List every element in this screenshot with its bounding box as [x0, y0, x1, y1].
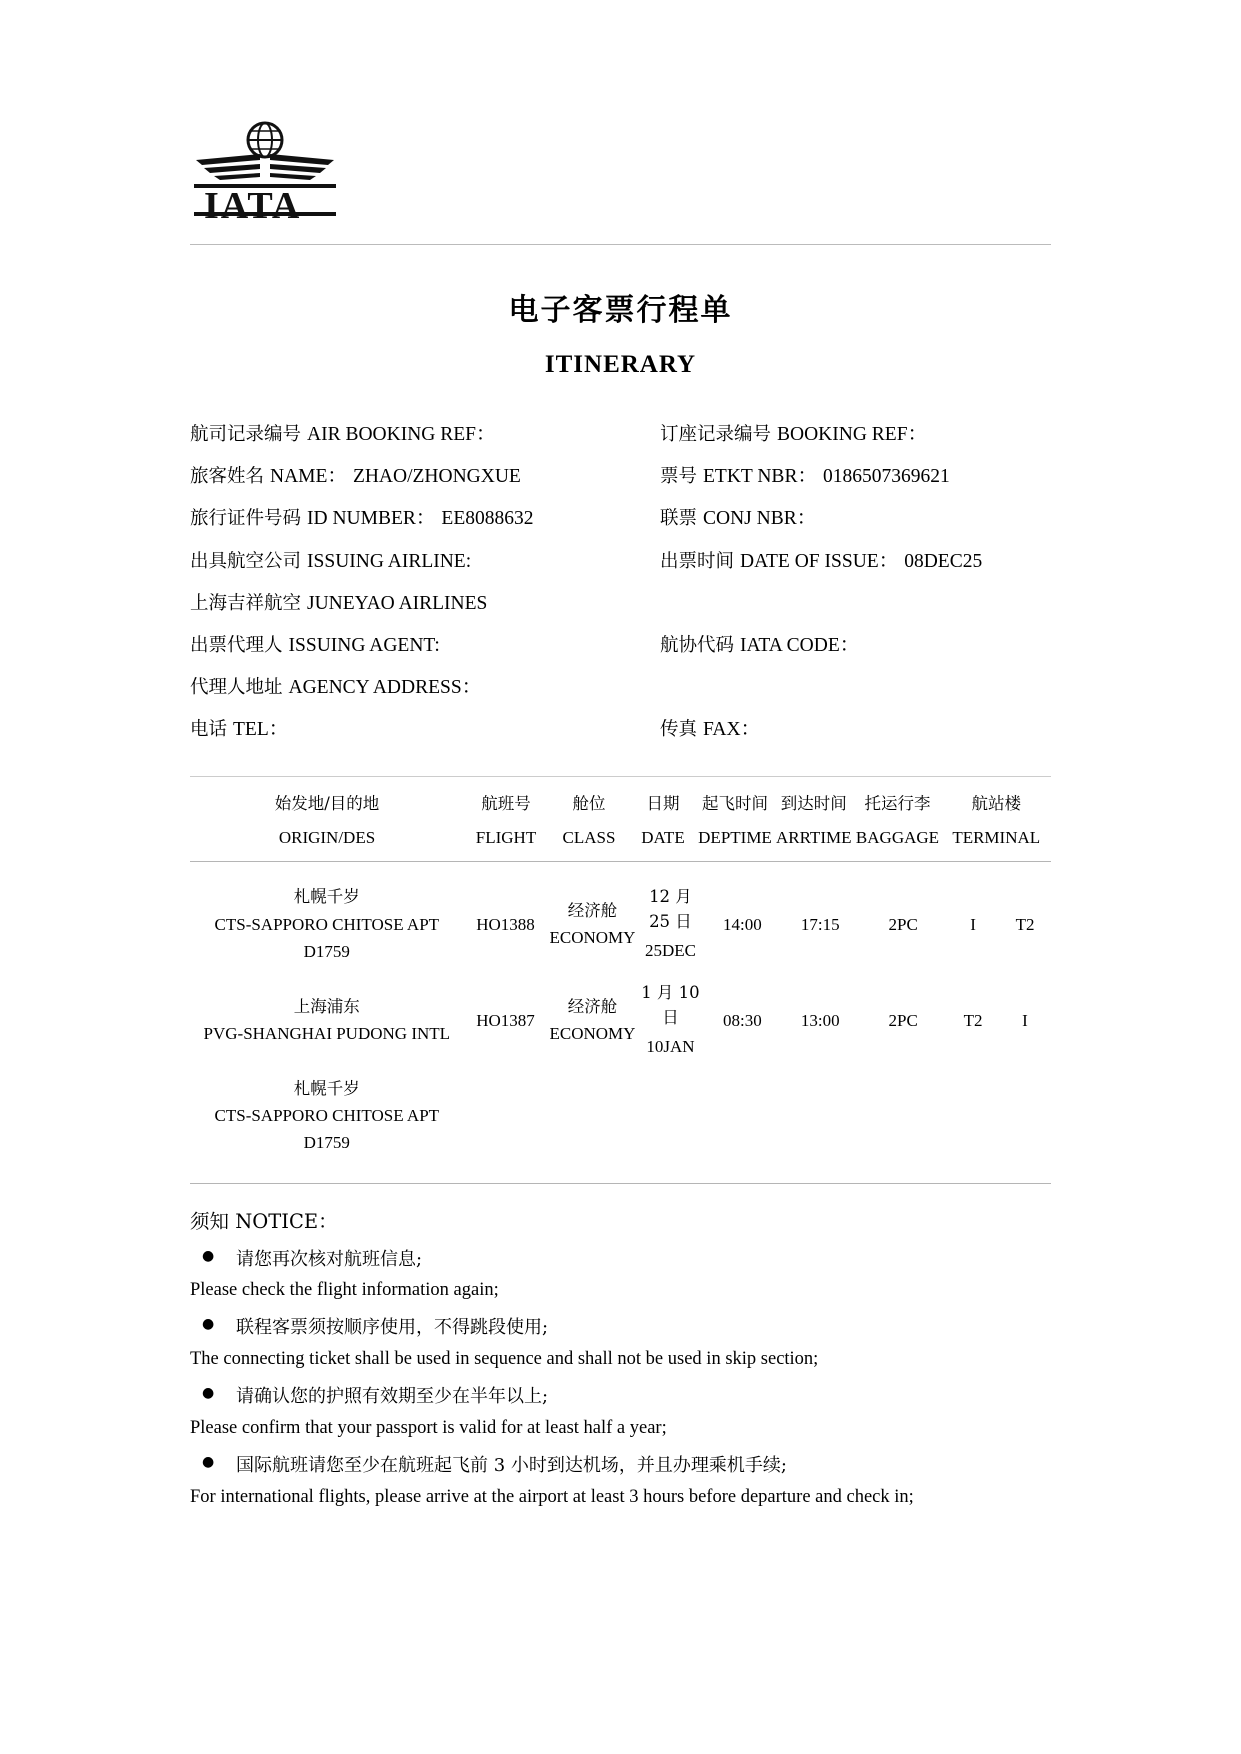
cell-class [548, 973, 638, 1068]
cell-flight: HO1387 [476, 1010, 535, 1030]
col-flight-en: FLIGHT [475, 827, 537, 847]
route-extra: D1759 [303, 941, 350, 961]
field-label-cn: 旅行证件号码 [190, 508, 302, 530]
notice-text-cn: 请确认您的护照有效期至少在半年以上; [236, 1386, 549, 1408]
date-en: 10JAN [646, 1036, 695, 1056]
field-airline-name-en: JUNEYAO AIRLINES [307, 592, 488, 614]
field-label-en: CONJ NBR： [703, 508, 817, 530]
col-date-en: DATE [641, 827, 685, 847]
class-en: ECONOMY [549, 928, 636, 948]
field-label-cn: 电话 [190, 719, 228, 741]
field-airline-name [190, 588, 660, 620]
cell-deptime: 14:00 [723, 915, 762, 935]
cell-route [190, 876, 464, 973]
col-deptime-cn: 起飞时间 [702, 794, 768, 814]
field-label-en: BOOKING REF： [777, 424, 928, 445]
iata-wordmark: IATA [204, 185, 302, 227]
field-passenger-name [190, 461, 660, 493]
cell-terminal-arr [999, 1068, 1051, 1165]
cell-baggage: 2PC [888, 1010, 918, 1030]
col-date-cn: 日期 [646, 794, 680, 814]
bullet-icon: ● [202, 1385, 215, 1402]
cell-terminal-dep [947, 1068, 999, 1165]
field-label-cn: 票号 [660, 466, 698, 488]
col-class-en: CLASS [562, 827, 616, 847]
field-tel [190, 714, 660, 746]
cell-terminal-arr: I [1022, 1010, 1028, 1030]
notice-text-cn: 联程客票须按顺序使用，不得跳段使用; [236, 1317, 549, 1339]
col-arrtime-cn: 到达时间 [780, 794, 847, 814]
field-conj-nbr [660, 503, 1051, 535]
field-label-en: ISSUING AIRLINE: [307, 550, 472, 572]
field-issuing-agent [190, 630, 660, 662]
notice-cn [190, 1312, 1051, 1344]
cell-date [637, 876, 703, 973]
header-divider [190, 244, 1051, 245]
class-cn: 经济舱 [567, 900, 618, 920]
col-arrtime [774, 787, 853, 855]
notice-cn [190, 1450, 1051, 1482]
notice-text-cn: 国际航班请您至少在航班起飞前 3 小时到达机场，并且办理乘机手续; [236, 1455, 787, 1477]
col-terminal [941, 787, 1051, 855]
class-en: ECONOMY [549, 1023, 636, 1043]
flight-table-body-table [190, 876, 1051, 1164]
cell-route [190, 973, 464, 1068]
field-label-cn: 订座记录编号 [660, 424, 772, 445]
cell-arrtime: 13:00 [800, 1010, 840, 1030]
field-label-en: ISSUING AGENT: [288, 634, 440, 656]
notice-text-en: Please confirm that your passport is valid for at least half a year; [190, 1417, 667, 1438]
field-label-en: ETKT NBR： [703, 466, 817, 488]
table-bottom-divider [190, 1183, 1051, 1184]
passenger-info-grid [190, 419, 1051, 746]
cell-terminal-dep: T2 [963, 1010, 983, 1030]
notice-list [190, 1244, 1051, 1514]
cell-flight: HO1388 [476, 915, 535, 935]
field-fax [660, 714, 1051, 746]
col-deptime [696, 787, 774, 855]
route-en: CTS-SAPPORO CHITOSE APT [214, 1106, 440, 1126]
date-cn: 1 月 10 日 [641, 983, 700, 1027]
iata-logo [190, 120, 310, 227]
field-label-cn: 旅客姓名 [190, 466, 265, 488]
col-origin-des-cn: 始发地/目的地 [274, 794, 380, 814]
field-iata-code [660, 630, 1051, 662]
cell-date [637, 973, 703, 1068]
field-label-cn: 出具航空公司 [190, 550, 302, 572]
field-label-cn: 传真 [660, 719, 698, 741]
list-item [190, 1450, 1051, 1513]
field-value: ZHAO/ZHONGXUE [352, 466, 521, 488]
list-item [190, 1244, 1051, 1307]
field-label-cn: 联票 [660, 508, 698, 530]
col-baggage [853, 787, 941, 855]
cell-terminal-dep: I [970, 915, 976, 935]
notice-text-cn: 请您再次核对航班信息; [236, 1248, 423, 1270]
cell-arrtime [781, 1068, 859, 1165]
field-label-en: AIR BOOKING REF： [307, 424, 496, 445]
field-value: EE8088632 [441, 508, 534, 530]
field-spacer-right-2 [660, 672, 1051, 704]
cell-deptime [703, 1068, 781, 1165]
flight-table-head [190, 787, 1051, 855]
bullet-icon: ● [202, 1316, 215, 1333]
col-origin-des-en: ORIGIN/DES [278, 827, 376, 847]
cell-route [190, 1068, 464, 1165]
col-arrtime-en: ARRTIME [776, 827, 852, 847]
date-en: 25DEC [644, 940, 696, 960]
field-label-cn: 出票时间 [660, 550, 735, 572]
route-cn: 札幌千岁 [293, 887, 360, 907]
cell-baggage [859, 1068, 947, 1165]
field-label-en: DATE OF ISSUE： [740, 550, 899, 572]
flight-table [190, 787, 1051, 855]
list-item [190, 1312, 1051, 1375]
page-title-cn: 电子客票行程单 [508, 293, 733, 328]
cell-terminal-arr: T2 [1015, 915, 1035, 935]
field-etkt-nbr [660, 461, 1051, 493]
route-cn: 札幌千岁 [293, 1078, 360, 1098]
notice-text-en: The connecting ticket shall be used in sequence and shall not be used in skip section; [190, 1348, 819, 1369]
cell-baggage: 2PC [888, 915, 918, 935]
table-top-divider [190, 776, 1051, 777]
field-label-cn: 航司记录编号 [190, 424, 302, 445]
notice-title: 须知 NOTICE： [190, 1209, 338, 1233]
col-class-cn: 舱位 [572, 794, 606, 814]
page-title-en: ITINERARY [544, 351, 697, 378]
notice-text-en: Please check the flight information again; [190, 1280, 499, 1300]
cell-date [637, 1068, 703, 1165]
field-agency-address [190, 672, 660, 704]
field-issuing-airline [190, 546, 660, 578]
field-label-cn: 航协代码 [660, 634, 735, 656]
field-label-en: FAX： [703, 719, 761, 741]
col-terminal-cn: 航站楼 [971, 794, 1021, 814]
class-cn: 经济舱 [567, 996, 618, 1016]
field-id-number [190, 503, 660, 535]
flight-table-header-row [190, 787, 1051, 855]
field-label-en: AGENCY ADDRESS： [288, 677, 482, 699]
cell-class [548, 876, 638, 973]
list-item [190, 1381, 1051, 1444]
col-terminal-en: TERMINAL [952, 827, 1041, 847]
field-date-of-issue [660, 546, 1051, 578]
field-label-en: NAME： [270, 466, 347, 488]
table-row [190, 876, 1051, 973]
cell-class [548, 1068, 638, 1165]
table-header-divider [190, 861, 1051, 862]
field-spacer-right [660, 588, 1051, 620]
field-label-cn: 代理人地址 [190, 677, 283, 699]
field-value: 08DEC25 [904, 550, 983, 572]
field-label-en: IATA CODE： [740, 634, 860, 656]
col-deptime-en: DEPTIME [698, 827, 772, 847]
field-booking-ref [660, 419, 1051, 451]
flight-table-wrap [190, 787, 1051, 1164]
field-air-booking-ref [190, 419, 660, 451]
col-flight-cn: 航班号 [481, 794, 531, 814]
flight-table-body [190, 876, 1051, 1164]
col-flight [464, 787, 548, 855]
table-row [190, 1068, 1051, 1165]
col-origin-des [190, 787, 464, 855]
field-label-en: ID NUMBER： [307, 508, 436, 530]
field-label-en: TEL： [233, 719, 289, 741]
notice-text-en: For international flights, please arrive at the airport at least 3 hours before departure and check in; [190, 1486, 914, 1507]
notice-cn [190, 1381, 1051, 1413]
cell-flight [464, 1068, 548, 1165]
field-airline-name-cn: 上海吉祥航空 [190, 592, 302, 614]
date-cn: 12 月 25 日 [649, 887, 692, 932]
route-en: CTS-SAPPORO CHITOSE APT [214, 914, 440, 934]
col-baggage-cn: 托运行李 [864, 794, 931, 814]
table-row [190, 973, 1051, 1068]
cell-arrtime: 17:15 [800, 915, 840, 935]
bullet-icon: ● [202, 1454, 215, 1471]
iata-logo-block [190, 120, 1051, 227]
route-extra: D1759 [303, 1133, 350, 1153]
col-baggage-en: BAGGAGE [855, 827, 940, 847]
route-cn: 上海浦东 [293, 996, 360, 1016]
col-class [548, 787, 630, 855]
bullet-icon: ● [202, 1247, 215, 1264]
notice-cn [190, 1244, 1051, 1276]
field-value: 0186507369621 [822, 466, 950, 488]
col-date [630, 787, 696, 855]
cell-deptime: 08:30 [723, 1010, 762, 1030]
field-label-cn: 出票代理人 [190, 634, 283, 656]
route-en: PVG-SHANGHAI PUDONG INTL [203, 1023, 451, 1043]
